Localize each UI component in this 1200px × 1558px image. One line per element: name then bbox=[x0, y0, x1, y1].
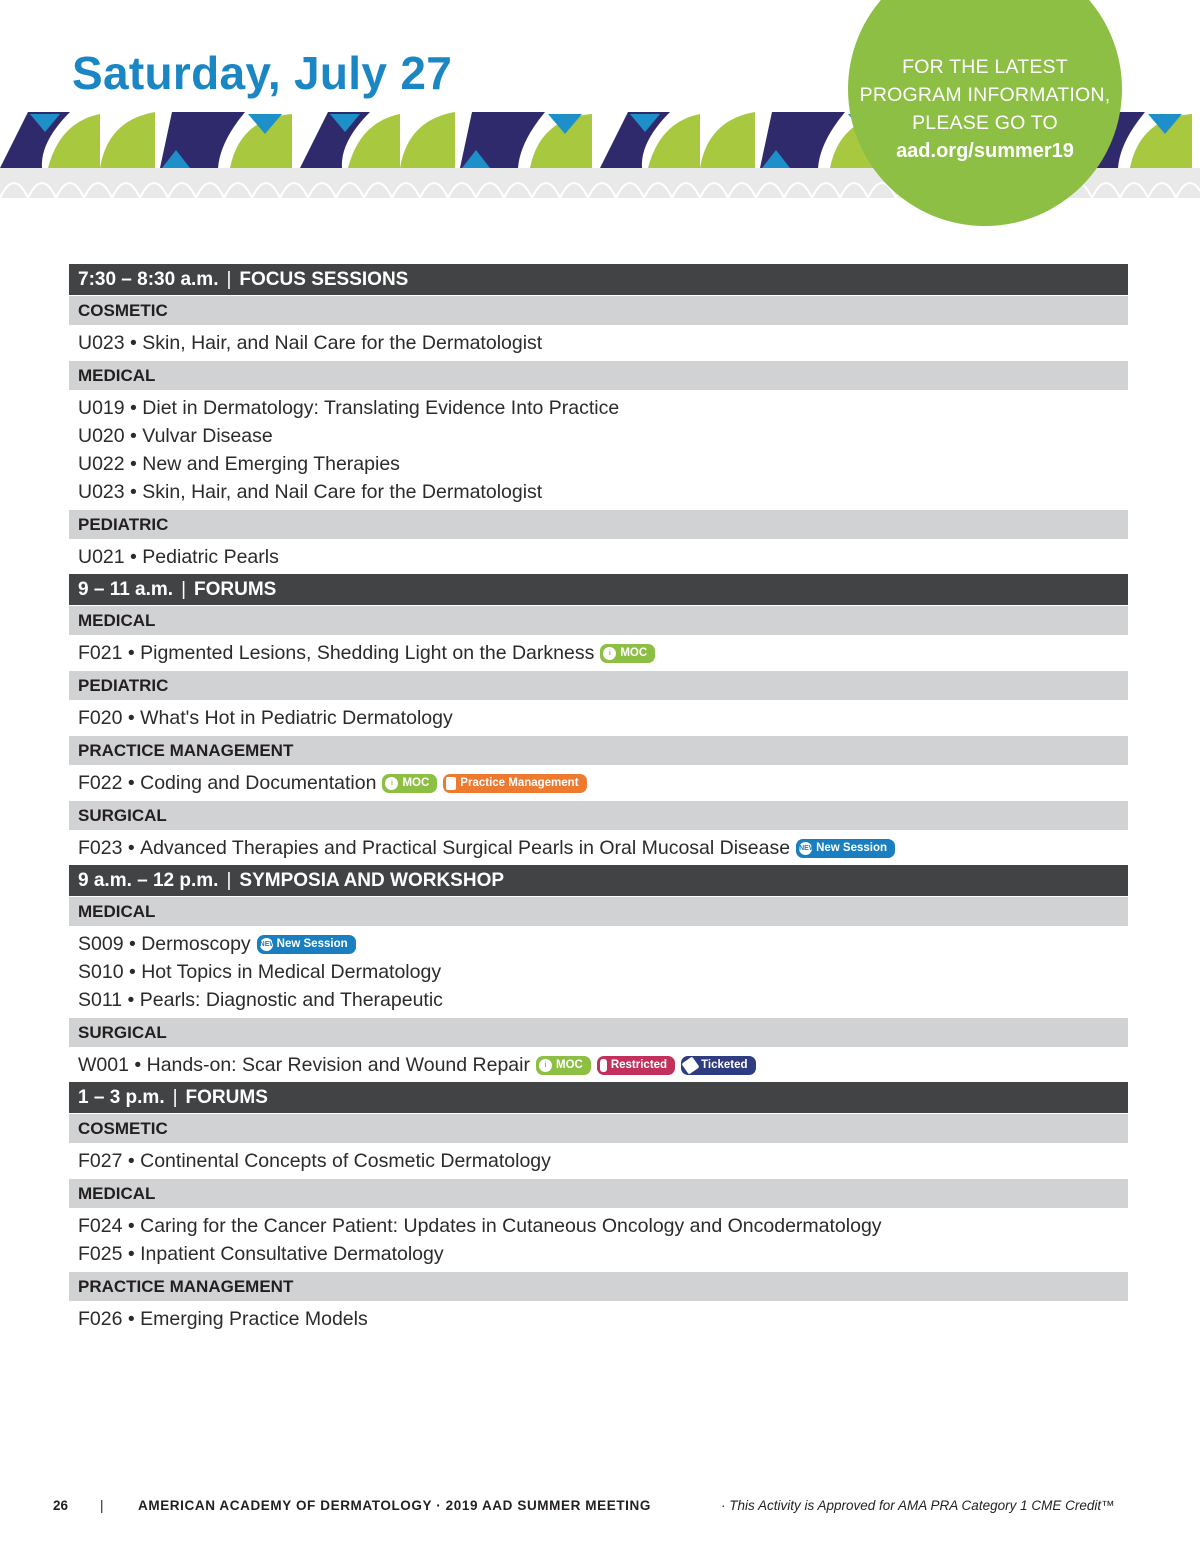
session-item[interactable] bbox=[78, 704, 1128, 732]
session-title[interactable]: Hands-on: Scar Revision and Wound Repair bbox=[146, 1054, 530, 1076]
session-item[interactable] bbox=[78, 478, 1128, 506]
session-code: U022 bbox=[78, 453, 125, 475]
bullet-separator: • bbox=[122, 772, 141, 794]
session-schedule bbox=[69, 264, 1128, 1336]
session-title[interactable]: Pediatric Pearls bbox=[142, 546, 279, 568]
session-list bbox=[69, 830, 1128, 865]
cme-credit-note: · This Activity is Approved for AMA PRA Category 1 CME Credit™ bbox=[721, 1498, 1115, 1513]
page-number: 26 bbox=[53, 1498, 69, 1513]
session-list bbox=[69, 1208, 1128, 1271]
session-list bbox=[69, 1143, 1128, 1178]
bullet-separator: • bbox=[128, 1054, 147, 1076]
time-slot-time: 7:30 – 8:30 a.m. bbox=[78, 269, 219, 290]
time-slot-type: SYMPOSIA AND WORKSHOP bbox=[239, 870, 505, 891]
ticketed-badge bbox=[681, 1056, 755, 1075]
time-slot-separator: | bbox=[226, 269, 232, 290]
session-title[interactable]: Pearls: Diagnostic and Therapeutic bbox=[139, 989, 443, 1011]
footer-organization: AMERICAN ACADEMY OF DERMATOLOGY · 2019 AAD SUMMER MEETING bbox=[138, 1498, 651, 1513]
session-code: F024 bbox=[78, 1215, 123, 1237]
new-session-badge bbox=[257, 935, 356, 954]
category-header: COSMETIC bbox=[69, 296, 1128, 325]
badge-label: Restricted bbox=[610, 1058, 668, 1071]
session-title[interactable]: Advanced Therapies and Practical Surgical Pearls in Oral Mucosal Disease bbox=[140, 837, 791, 859]
callout-line: FOR THE LATEST bbox=[902, 56, 1068, 78]
bullet-separator: • bbox=[124, 425, 143, 447]
session-title[interactable]: Caring for the Cancer Patient: Updates in Cutaneous Oncology and Oncodermatology bbox=[140, 1215, 882, 1237]
time-slot-separator: | bbox=[226, 870, 232, 891]
page-footer bbox=[53, 1498, 1153, 1518]
badge-label: MOC bbox=[620, 646, 648, 659]
badge-label: MOC bbox=[555, 1058, 583, 1071]
time-slot-header bbox=[69, 865, 1128, 896]
bullet-separator: • bbox=[123, 933, 142, 955]
bullet-separator: • bbox=[124, 453, 143, 475]
session-list bbox=[69, 926, 1128, 1017]
badge-label: Ticketed bbox=[701, 1058, 748, 1071]
session-code: F020 bbox=[78, 707, 123, 729]
bullet-separator: • bbox=[122, 989, 140, 1011]
bullet-separator: • bbox=[124, 332, 143, 354]
session-code: U023 bbox=[78, 332, 125, 354]
category-header: MEDICAL bbox=[69, 1179, 1128, 1208]
session-list bbox=[69, 539, 1128, 574]
session-title[interactable]: Continental Concepts of Cosmetic Dermatology bbox=[140, 1150, 551, 1172]
category-header: PRACTICE MANAGEMENT bbox=[69, 1272, 1128, 1301]
session-title[interactable]: Skin, Hair, and Nail Care for the Dermatologist bbox=[142, 481, 543, 503]
banner-lime-shape bbox=[100, 112, 155, 168]
bullet-separator: • bbox=[123, 961, 142, 983]
new-icon: NEW bbox=[799, 842, 812, 855]
time-slot-time: 1 – 3 p.m. bbox=[78, 1087, 165, 1108]
session-item[interactable] bbox=[78, 930, 1128, 958]
bullet-separator: • bbox=[122, 1243, 141, 1265]
session-list bbox=[69, 1047, 1128, 1082]
session-title[interactable]: Dermoscopy bbox=[141, 933, 251, 955]
page-title: Saturday, July 27 bbox=[72, 47, 453, 99]
moc-icon: i bbox=[603, 647, 616, 660]
session-item[interactable] bbox=[78, 1240, 1128, 1268]
category-header: SURGICAL bbox=[69, 1018, 1128, 1047]
restricted-badge bbox=[597, 1056, 675, 1075]
session-title[interactable]: Coding and Documentation bbox=[140, 772, 377, 794]
bullet-separator: • bbox=[122, 1150, 141, 1172]
category-header: MEDICAL bbox=[69, 606, 1128, 635]
session-item[interactable] bbox=[78, 1305, 1128, 1333]
session-code: F025 bbox=[78, 1243, 123, 1265]
session-item[interactable] bbox=[78, 834, 1128, 862]
session-code: S011 bbox=[78, 989, 123, 1011]
moc-badge bbox=[600, 644, 655, 663]
session-code: F026 bbox=[78, 1308, 123, 1330]
session-list bbox=[69, 1301, 1128, 1336]
banner-lime-shape bbox=[400, 112, 455, 168]
session-title[interactable]: What's Hot in Pediatric Dermatology bbox=[140, 707, 453, 729]
time-slot-type: FORUMS bbox=[185, 1087, 268, 1108]
category-header: SURGICAL bbox=[69, 801, 1128, 830]
session-code: W001 bbox=[78, 1054, 129, 1076]
bullet-separator: • bbox=[122, 1308, 141, 1330]
footer-separator: | bbox=[100, 1498, 104, 1513]
session-item[interactable] bbox=[78, 422, 1128, 450]
session-title[interactable]: Pigmented Lesions, Shedding Light on the Darkness bbox=[140, 642, 595, 664]
session-item[interactable] bbox=[78, 958, 1128, 986]
session-list bbox=[69, 700, 1128, 735]
time-slot-separator: | bbox=[181, 579, 187, 600]
session-code: U023 bbox=[78, 481, 125, 503]
moc-badge bbox=[382, 774, 437, 793]
new-session-badge bbox=[796, 839, 895, 858]
lock-icon bbox=[600, 1059, 607, 1072]
session-list bbox=[69, 390, 1128, 509]
session-code: F021 bbox=[78, 642, 123, 664]
session-title[interactable]: Emerging Practice Models bbox=[140, 1308, 368, 1330]
session-code: U021 bbox=[78, 546, 125, 568]
bullet-separator: • bbox=[124, 397, 143, 419]
session-item[interactable] bbox=[78, 1051, 1128, 1079]
time-slot-header bbox=[69, 1082, 1128, 1113]
bullet-separator: • bbox=[122, 1215, 141, 1237]
session-item[interactable] bbox=[78, 450, 1128, 478]
time-slot-separator: | bbox=[172, 1087, 178, 1108]
time-slot-time: 9 – 11 a.m. bbox=[78, 579, 174, 600]
ticket-icon bbox=[682, 1056, 700, 1074]
session-item[interactable] bbox=[78, 1212, 1128, 1240]
moc-icon: i bbox=[385, 777, 398, 790]
session-item[interactable] bbox=[78, 329, 1128, 357]
session-code: S009 bbox=[78, 933, 124, 955]
category-header: PRACTICE MANAGEMENT bbox=[69, 736, 1128, 765]
badge-label: New Session bbox=[276, 937, 348, 950]
badge-label: New Session bbox=[816, 841, 888, 854]
session-item[interactable] bbox=[78, 986, 1128, 1014]
session-item[interactable] bbox=[78, 639, 1128, 667]
session-code: U020 bbox=[78, 425, 125, 447]
session-item[interactable] bbox=[78, 1147, 1128, 1175]
new-icon: NEW bbox=[260, 938, 273, 951]
session-list bbox=[69, 765, 1128, 800]
bullet-separator: • bbox=[122, 642, 141, 664]
session-code: F023 bbox=[78, 837, 123, 859]
session-code: F027 bbox=[78, 1150, 123, 1172]
time-slot-type: FOCUS SESSIONS bbox=[239, 269, 409, 290]
session-code: U019 bbox=[78, 397, 125, 419]
session-item[interactable] bbox=[78, 394, 1128, 422]
session-title[interactable]: Vulvar Disease bbox=[142, 425, 273, 447]
bullet-separator: • bbox=[124, 546, 143, 568]
badge-label: MOC bbox=[402, 776, 430, 789]
category-header: PEDIATRIC bbox=[69, 510, 1128, 539]
session-code: F022 bbox=[78, 772, 123, 794]
category-header: PEDIATRIC bbox=[69, 671, 1128, 700]
bullet-separator: • bbox=[124, 481, 143, 503]
bullet-separator: • bbox=[122, 837, 141, 859]
banner-lime-shape bbox=[700, 112, 755, 168]
session-code: S010 bbox=[78, 961, 124, 983]
clipboard-icon bbox=[446, 777, 456, 790]
callout-line: PROGRAM INFORMATION, bbox=[859, 84, 1111, 106]
session-item[interactable] bbox=[78, 769, 1128, 797]
session-title[interactable]: New and Emerging Therapies bbox=[142, 453, 400, 475]
callout-line: PLEASE GO TO bbox=[912, 112, 1058, 134]
practice-management-badge bbox=[443, 774, 586, 793]
time-slot-time: 9 a.m. – 12 p.m. bbox=[78, 870, 219, 891]
moc-icon: i bbox=[539, 1059, 552, 1072]
badge-label: Practice Management bbox=[460, 776, 579, 789]
bullet-separator: • bbox=[122, 707, 141, 729]
session-list bbox=[69, 635, 1128, 670]
session-title[interactable]: Diet in Dermatology: Translating Evidence Into Practice bbox=[142, 397, 620, 419]
session-list bbox=[69, 325, 1128, 360]
program-info-link[interactable]: aad.org/summer19 bbox=[896, 140, 1074, 162]
time-slot-type: FORUMS bbox=[194, 579, 277, 600]
time-slot-header bbox=[69, 264, 1128, 295]
time-slot-header bbox=[69, 574, 1128, 605]
category-header: MEDICAL bbox=[69, 897, 1128, 926]
category-header: MEDICAL bbox=[69, 361, 1128, 390]
session-title[interactable]: Inpatient Consultative Dermatology bbox=[140, 1243, 444, 1265]
session-title[interactable]: Hot Topics in Medical Dermatology bbox=[141, 961, 442, 983]
moc-badge bbox=[536, 1056, 591, 1075]
category-header: COSMETIC bbox=[69, 1114, 1128, 1143]
session-item[interactable] bbox=[78, 543, 1128, 571]
session-title[interactable]: Skin, Hair, and Nail Care for the Dermatologist bbox=[142, 332, 543, 354]
